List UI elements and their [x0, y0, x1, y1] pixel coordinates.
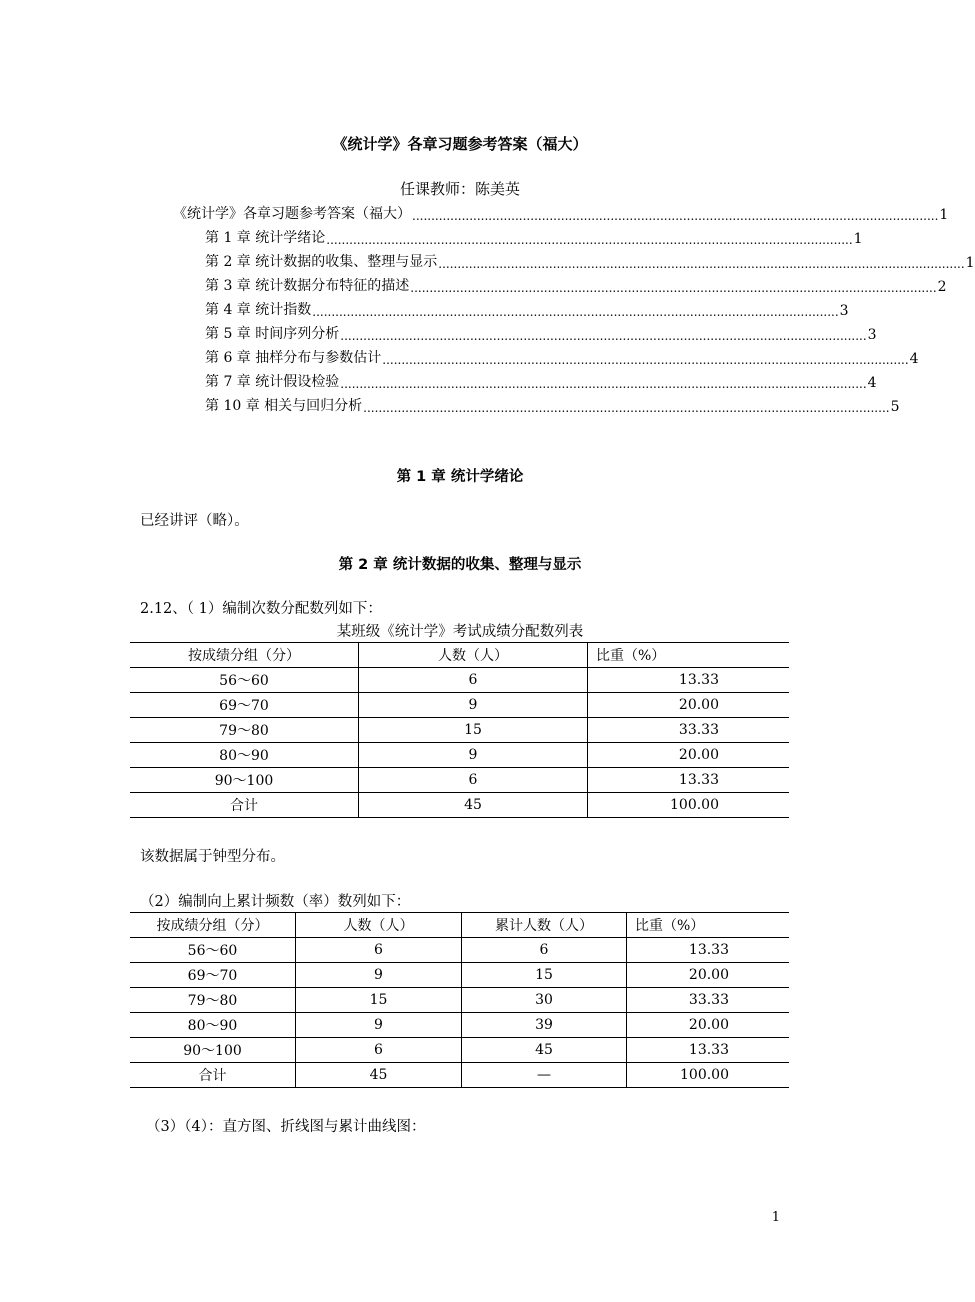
toc-entry[interactable]: 第 3 章 统计数据分布特征的描述 .......................................................................................................................................... 2 [205, 278, 947, 295]
table-row: 80～90 9 39 20.00 [130, 1013, 789, 1038]
distribution-note: 该数据属于钟型分布。 [140, 849, 285, 865]
question-2-12-part-3-4: （3）（4）：直方图、折线图与累计曲线图： [146, 1119, 426, 1135]
toc-entry[interactable]: 第 10 章 相关与回归分析 .......................................................................................................................................... 5 [205, 398, 900, 415]
column-header: 按成绩分组（分） [130, 913, 296, 938]
toc-entry[interactable]: 第 4 章 统计指数 .......................................................................................................................................... 3 [205, 302, 849, 319]
table-total-row: 合计 45 — 100.00 [130, 1063, 789, 1088]
toc-entry[interactable]: 第 1 章 统计学绪论 .......................................................................................................................................... 1 [205, 230, 863, 247]
toc-entry[interactable]: 第 7 章 统计假设检验 .......................................................................................................................................... 4 [205, 374, 877, 391]
table-row: 79～80 15 33.33 [130, 718, 789, 743]
table-row: 90～100 6 13.33 [130, 768, 789, 793]
toc-entry[interactable]: 《统计学》各章习题参考答案（福大） .......................................................................................................................................... 1 [173, 206, 949, 223]
table-row: 90～100 6 45 13.33 [130, 1038, 789, 1063]
toc-entry[interactable]: 第 5 章 时间序列分析 .......................................................................................................................................... 3 [205, 326, 877, 343]
chapter-1-heading: 第 1 章 统计学绪论 [396, 469, 524, 485]
table-row: 56～60 6 13.33 [130, 668, 789, 693]
column-header: 比重（%） [588, 643, 790, 668]
column-header: 比重（%） [627, 913, 790, 938]
column-header: 人数（人） [359, 643, 588, 668]
question-2-12-part-1: 2.12、（ 1）编制次数分配数列如下： [140, 601, 382, 617]
table-row: 69～70 9 20.00 [130, 693, 789, 718]
table-total-row: 合计 45 100.00 [130, 793, 789, 818]
toc-entry[interactable]: 第 2 章 统计数据的收集、整理与显示 .......................................................................................................................................... 1 [205, 254, 975, 271]
toc-entry[interactable]: 第 6 章 抽样分布与参数估计 .......................................................................................................................................... 4 [205, 350, 919, 367]
table-header-row [130, 643, 789, 668]
column-header: 人数（人） [296, 913, 462, 938]
table-row: 69～70 9 15 20.00 [130, 963, 789, 988]
column-header: 累计人数（人） [462, 913, 627, 938]
column-header: 按成绩分组（分） [130, 643, 359, 668]
document-title: 《统计学》各章习题参考答案（福大） [332, 135, 588, 153]
table-1-caption: 某班级《统计学》考试成绩分配数列表 [336, 624, 584, 640]
cumulative-frequency-table [130, 912, 789, 1088]
page-number: 1 [771, 1210, 780, 1225]
table-row: 79～80 15 30 33.33 [130, 988, 789, 1013]
frequency-distribution-table [130, 642, 789, 818]
question-2-12-part-2: （2）编制向上累计频数（率）数列如下： [140, 894, 411, 910]
table-row: 80～90 9 20.00 [130, 743, 789, 768]
table-header-row [130, 913, 789, 938]
chapter-2-heading: 第 2 章 统计数据的收集、整理与显示 [338, 557, 582, 573]
teacher-line: 任课教师：陈美英 [399, 180, 520, 198]
chapter-1-body: 已经讲评（略）。 [140, 513, 249, 529]
table-row: 56～60 6 6 13.33 [130, 938, 789, 963]
